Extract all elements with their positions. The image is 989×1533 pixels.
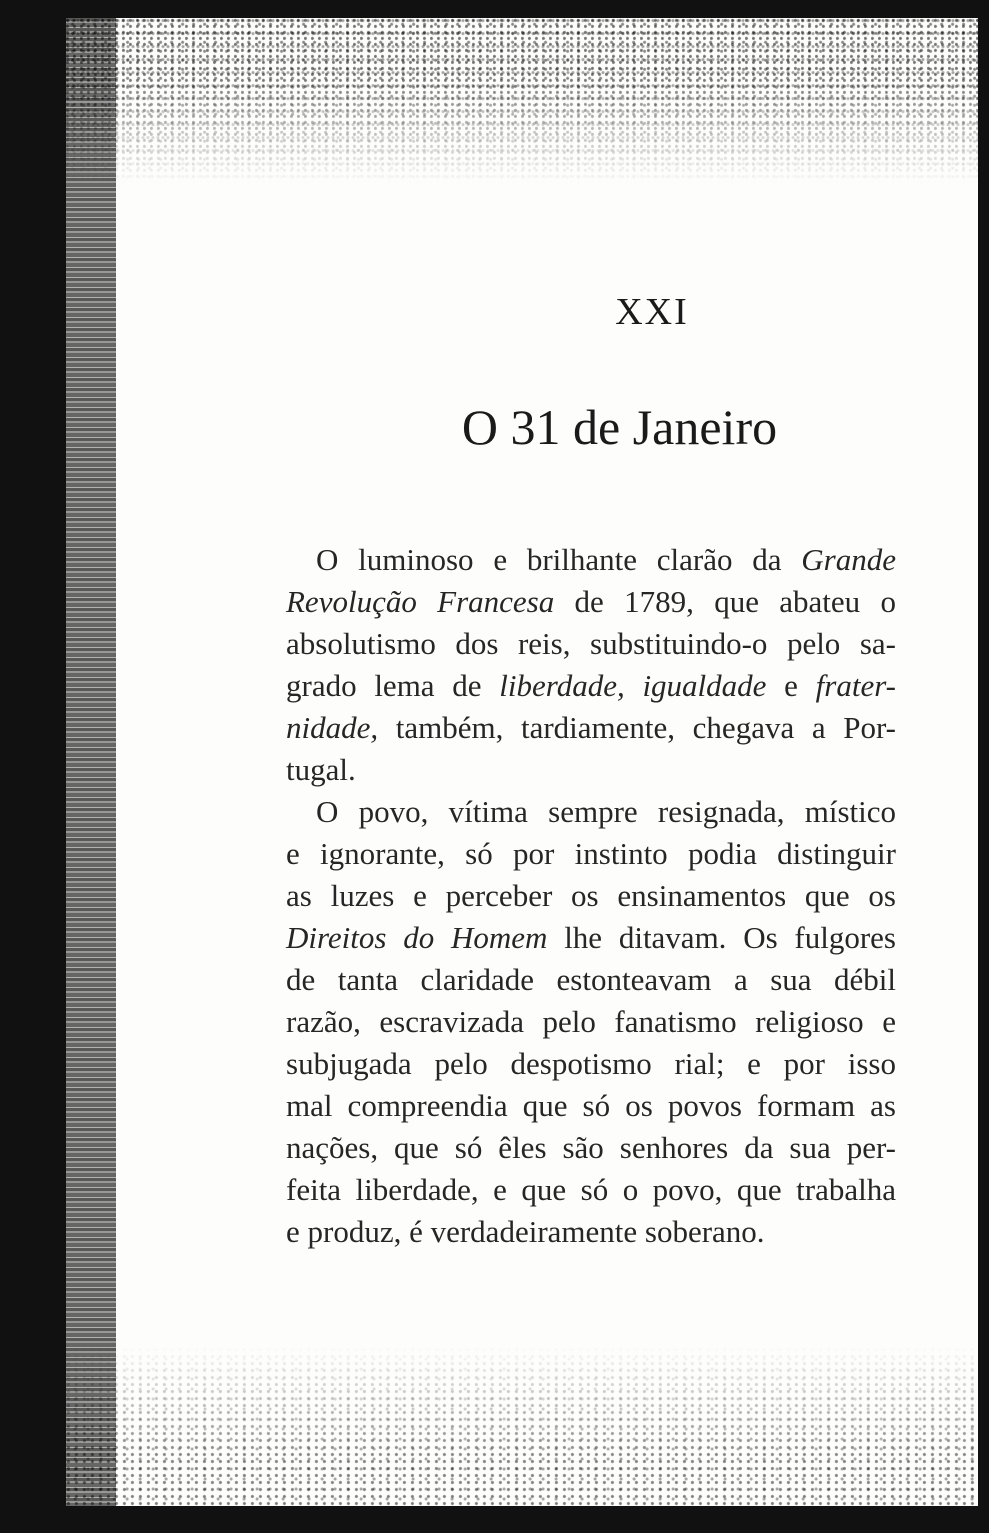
italic-text-run: nidade,	[286, 710, 379, 745]
text-line	[286, 539, 896, 581]
text-line	[286, 623, 896, 665]
text-line	[286, 1211, 896, 1253]
text-line	[286, 1043, 896, 1085]
text-run: absolutismo dos reis, substituindo-o pelo sa-	[286, 626, 896, 661]
text-line	[286, 665, 896, 707]
chapter-title: O 31 de Janeiro	[461, 399, 778, 455]
text-run: mal compreendia que só os povos formam as	[286, 1088, 896, 1123]
italic-text-run: Direitos do Homem	[286, 920, 548, 955]
italic-text-run: frater-	[815, 668, 896, 703]
text-line	[286, 1127, 896, 1169]
italic-text-run: Revolução Francesa	[286, 584, 555, 619]
text-line	[286, 707, 896, 749]
text-line	[286, 791, 896, 833]
text-line	[286, 581, 896, 623]
text-run: tugal.	[286, 752, 356, 787]
text-run: também, tardiamente, chegava a Por-	[378, 710, 896, 745]
paragraph	[286, 791, 896, 1253]
page-binding-shadow	[66, 18, 116, 1506]
text-run: razão, escravizada pelo fanatismo religioso e	[286, 1004, 896, 1039]
text-run: de tanta claridade estonteavam a sua débil	[286, 962, 896, 997]
text-run: lhe ditavam. Os fulgores	[547, 920, 896, 955]
text-line	[286, 1001, 896, 1043]
text-run: O povo, vítima sempre resignada, místico	[316, 794, 896, 829]
scan-noise-bottom	[66, 1346, 978, 1506]
text-line	[286, 749, 896, 791]
text-run: subjugada pelo despotismo rial; e por isso	[286, 1046, 896, 1081]
text-run: e	[766, 668, 816, 703]
text-run: O luminoso e brilhante clarão da	[316, 542, 802, 577]
chapter-body	[286, 539, 896, 1253]
paragraph	[286, 539, 896, 791]
text-run: as luzes e perceber os ensinamentos que os	[286, 878, 896, 913]
text-run: e ignorante, só por instinto podia distinguir	[286, 836, 896, 871]
text-line	[286, 875, 896, 917]
text-line	[286, 959, 896, 1001]
text-run: feita liberdade, e que só o povo, que trabalha	[286, 1172, 896, 1207]
text-run: nações, que só êles são senhores da sua per-	[286, 1130, 896, 1165]
text-run: grado lema de	[286, 668, 500, 703]
scan-noise-top	[66, 18, 978, 183]
text-run: e produz, é verdadeiramente soberano.	[286, 1214, 765, 1249]
chapter-number: XXI	[615, 291, 689, 333]
text-line	[286, 1169, 896, 1211]
text-line	[286, 1085, 896, 1127]
book-page	[66, 18, 978, 1506]
text-line	[286, 833, 896, 875]
italic-text-run: liberdade, igualdade	[499, 668, 767, 703]
italic-text-run: Grande	[801, 542, 896, 577]
text-line	[286, 917, 896, 959]
text-run: de 1789, que abateu o	[554, 584, 896, 619]
